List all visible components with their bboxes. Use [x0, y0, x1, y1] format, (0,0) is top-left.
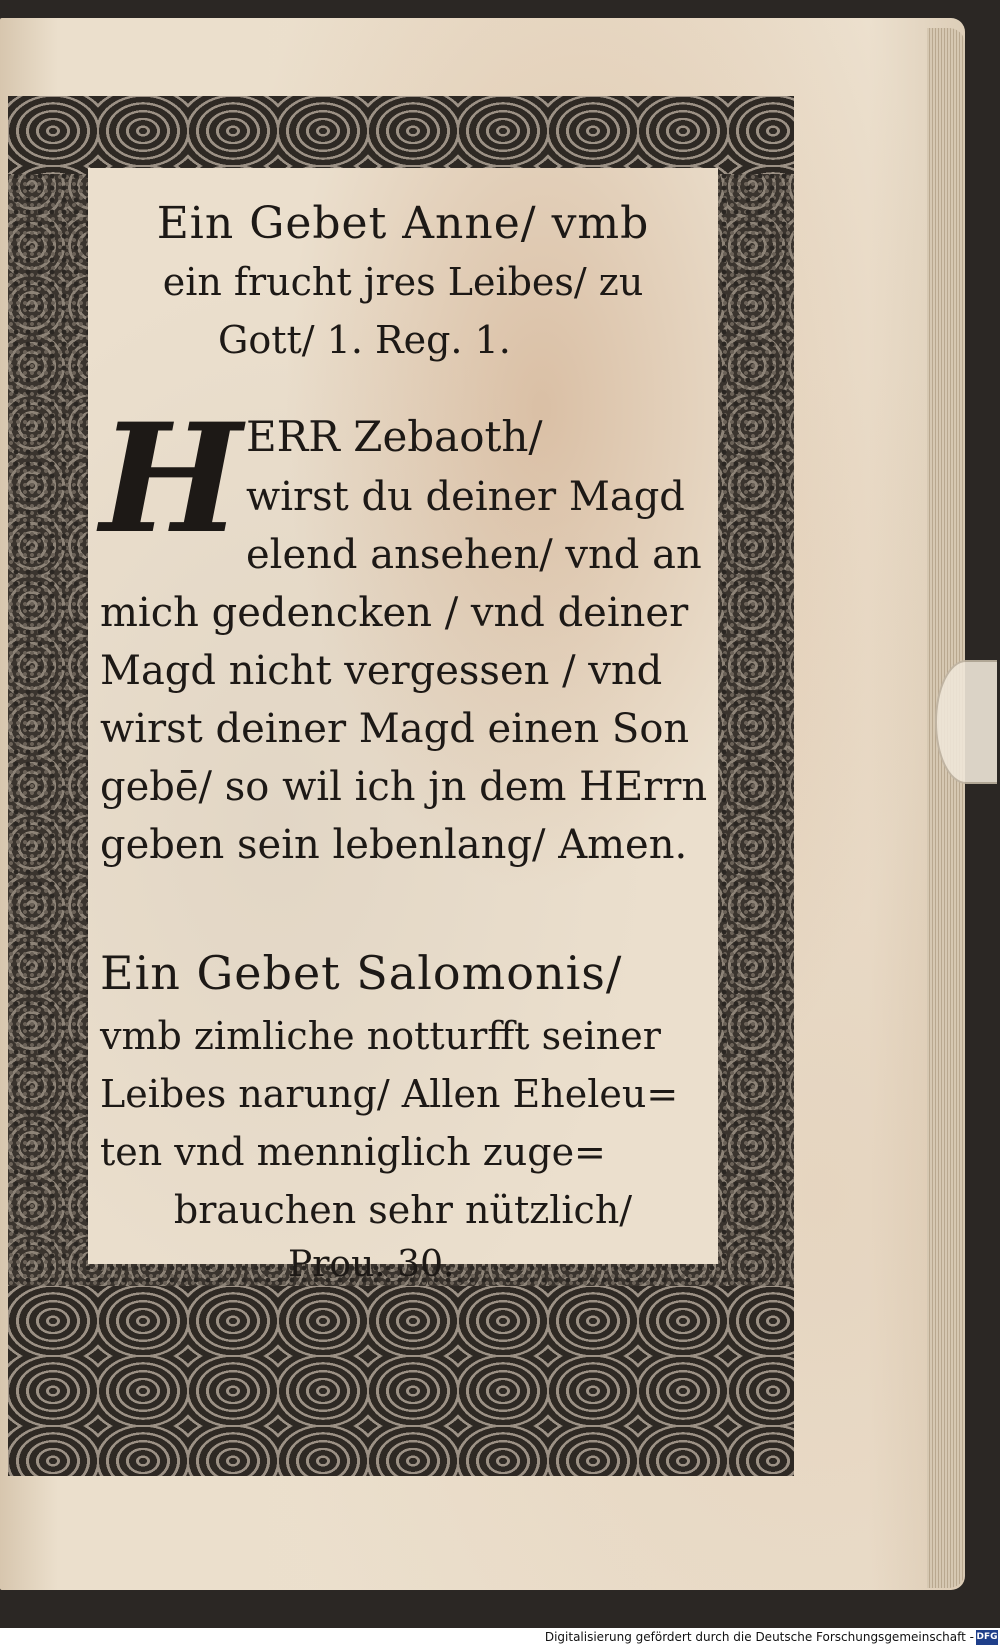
- salomon-heading-line-4: ten vnd menniglich zuge=: [100, 1130, 606, 1174]
- anne-heading-line-2: ein frucht jres Leibes/ zu: [162, 260, 644, 304]
- woodcut-border-bottom: [8, 1286, 794, 1476]
- decorated-initial: H: [100, 391, 242, 567]
- anne-heading-line-3: Gott/ 1. Reg. 1.: [218, 318, 511, 362]
- anne-body-line-1: ERR Zebaoth/: [246, 412, 543, 461]
- anne-body-line-5: Magd nicht vergessen / vnd: [100, 648, 663, 694]
- credit-bar: [0, 1628, 1000, 1648]
- salomon-heading-line-3: Leibes narung/ Allen Eheleu=: [100, 1072, 679, 1116]
- salomon-heading-line-5: brauchen sehr nützlich/: [173, 1188, 633, 1232]
- anne-heading-line-1: Ein Gebet Anne/ vmb: [156, 198, 650, 249]
- salomon-heading-line-6: Prou. 30.: [288, 1244, 455, 1285]
- anne-body-line-4: mich gedencken / vnd deiner: [100, 590, 689, 636]
- anne-body-line-6: wirst deiner Magd einen Son: [100, 706, 690, 752]
- salomon-heading-line-1: Ein Gebet Salomonis/: [100, 946, 623, 1000]
- page-edges: [927, 28, 965, 1588]
- anne-body-line-3: elend ansehen/ vnd an: [246, 532, 702, 578]
- anne-body-line-2: wirst du deiner Magd: [246, 474, 685, 520]
- page-tab-marker: [935, 660, 997, 784]
- anne-body-line-7: gebē/ so wil ich jn dem HErrn: [100, 764, 708, 810]
- salomon-heading-line-2: vmb zimliche notturfft seiner: [100, 1014, 661, 1058]
- text-panel: [88, 168, 718, 1285]
- anne-body-line-8: geben sein lebenlang/ Amen.: [100, 822, 688, 868]
- woodcut-border-top: [8, 96, 794, 174]
- book-page: [0, 18, 965, 1590]
- dfg-logo-icon: DFG: [976, 1630, 998, 1645]
- credit-text: Digitalisierung gefördert durch die Deutsche Forschungsgemeinschaft -: [544, 1630, 974, 1644]
